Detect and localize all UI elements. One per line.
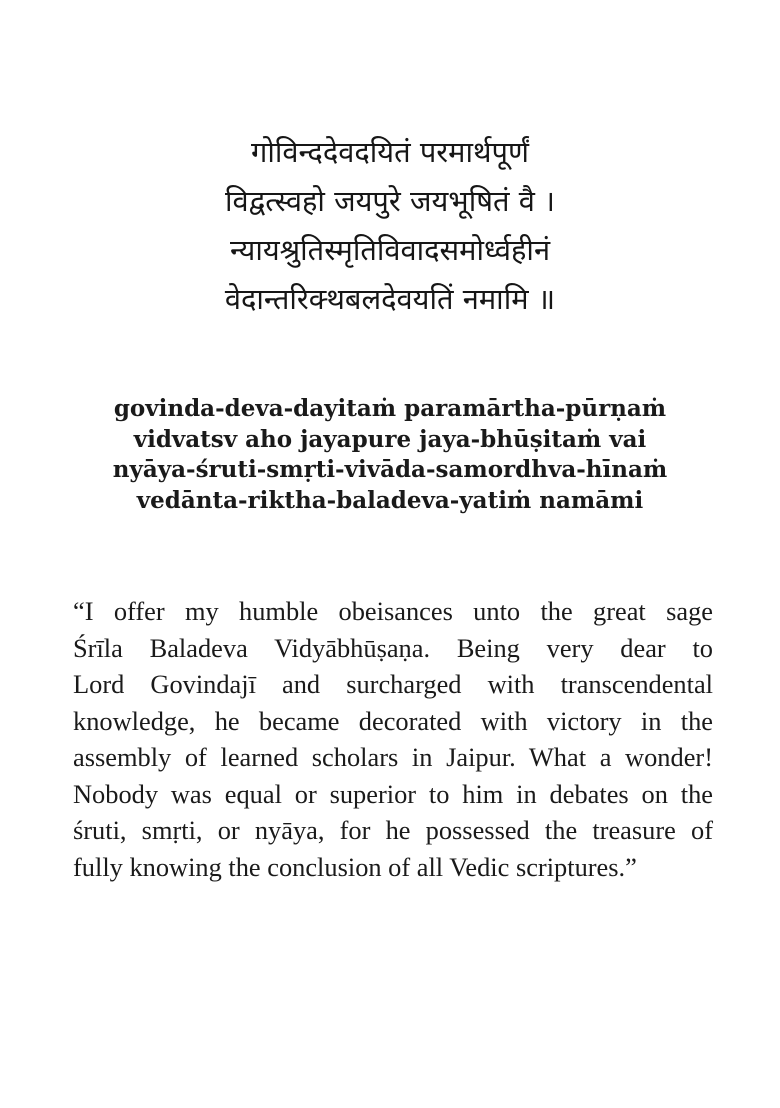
- devanagari-line: गोविन्ददेवदयितं परमार्थपूर्णं: [251, 135, 529, 169]
- sanskrit-verse-transliteration: [0, 394, 780, 516]
- devanagari-line: न्यायश्रुतिस्मृतिविवादसमोर्ध्वहीनं: [229, 233, 551, 267]
- sanskrit-verse-devanagari: [0, 128, 780, 324]
- devanagari-line: वेदान्तरिक्थबलदेवयतिं नमामि ॥: [224, 282, 556, 316]
- translation-line: fully knowing the conclusion of all Vedic scriptures.”: [73, 851, 637, 882]
- translation-line: Nobody was equal or superior to him in debates on the: [73, 778, 713, 809]
- transliteration-line: nyāya-śruti-smṛti-vivāda-samordhva-hīnaṁ: [112, 456, 668, 483]
- transliteration-line: vidvatsv aho jayapure jaya-bhūṣitaṁ vai: [133, 425, 647, 453]
- devanagari-line: विद्वत्स्वहो जयपुरे जयभूषितं वै ।: [224, 184, 556, 218]
- translation-line: knowledge, he became decorated with victory in the: [73, 705, 713, 736]
- translation-line: “I offer my humble obeisances unto the great sage: [73, 596, 713, 626]
- translation-paragraph: [73, 593, 713, 885]
- transliteration-line: govinda-deva-dayitaṁ paramārtha-pūrṇaṁ: [113, 395, 667, 422]
- transliteration-line: vedānta-riktha-baladeva-yatiṁ namāmi: [136, 486, 644, 514]
- translation-line: assembly of learned scholars in Jaipur. What a wonder!: [73, 742, 713, 772]
- translation-line: Lord Govindajī and surcharged with transcendental: [73, 669, 713, 699]
- translation-line: śruti, smṛti, or nyāya, for he possessed the treasure of: [73, 815, 713, 845]
- translation-line: Śrīla Baladeva Vidyābhūṣaṇa. Being very dear to: [73, 632, 713, 663]
